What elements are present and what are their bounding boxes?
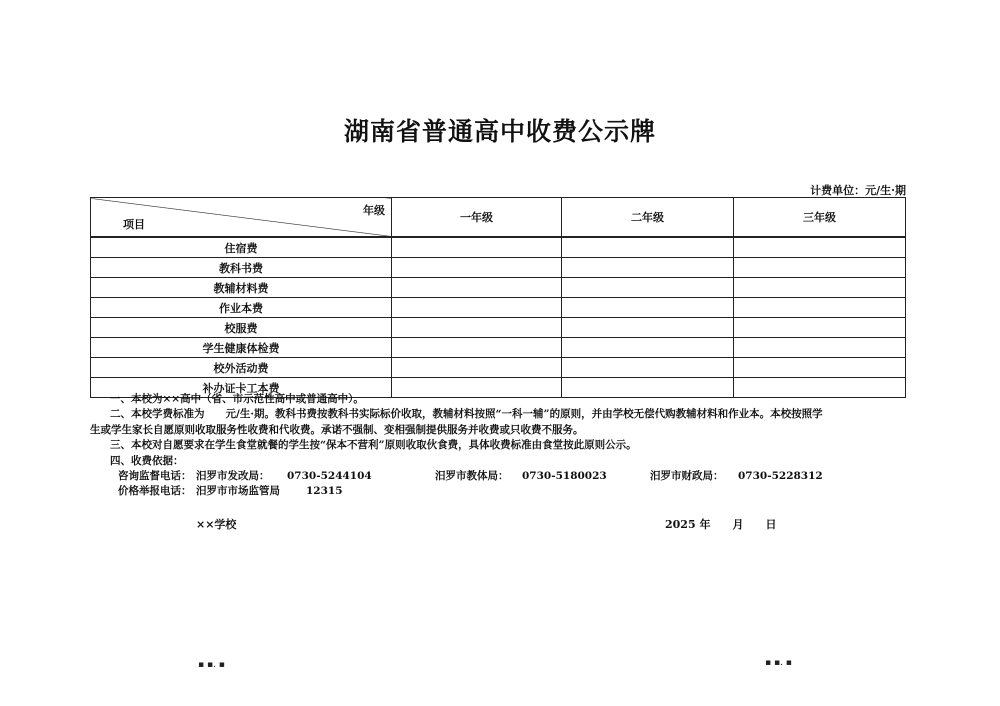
item-cell: 校服费: [91, 318, 392, 338]
item-cell: 学生健康体检费: [91, 338, 392, 358]
scan-speck: ▪ ▪. ▪: [765, 658, 792, 668]
value-cell: [392, 318, 562, 338]
item-cell: 校外活动费: [91, 358, 392, 378]
grade-header: 一年级: [392, 198, 562, 238]
value-cell: [392, 258, 562, 278]
value-cell: [562, 358, 734, 378]
scan-speck: ▪ ▪. ▪: [198, 660, 225, 670]
value-cell: [562, 298, 734, 318]
value-cell: [392, 358, 562, 378]
value-cell: [562, 338, 734, 358]
table-row: [91, 318, 906, 338]
contact-org: 汨罗市发改局：: [196, 470, 270, 483]
contact-phone: 0730-5228312: [738, 470, 823, 483]
contact-label: 咨询监督电话：: [118, 470, 192, 483]
page-title: 湖南省普通高中收费公示牌: [343, 117, 656, 146]
value-cell: [734, 258, 906, 278]
table-row: [91, 278, 906, 298]
value-cell: [734, 358, 906, 378]
notes-section: [90, 392, 912, 500]
contact-org: 汨罗市财政局：: [650, 470, 724, 483]
table-row: [91, 258, 906, 278]
price-report-line: [90, 484, 912, 499]
value-cell: [562, 278, 734, 298]
value-cell: [392, 278, 562, 298]
contact-phone: 0730-5180023: [522, 470, 607, 483]
date-line: 2025 年 月 日: [665, 518, 777, 531]
contact-org: 汨罗市教体局：: [435, 470, 509, 483]
price-phone: 12315: [306, 485, 343, 498]
table-row: [91, 358, 906, 378]
item-cell: 住宿费: [91, 237, 392, 258]
value-cell: [562, 318, 734, 338]
table-row: [91, 298, 906, 318]
value-cell: [734, 278, 906, 298]
table-row: [91, 237, 906, 258]
value-cell: [734, 298, 906, 318]
note-3: 三、本校对自愿要求在学生食堂就餐的学生按“保本不营利”原则收取伙食费，具体收费标准由食堂按此原则公示。: [110, 439, 637, 452]
contact-line: [90, 469, 912, 484]
note-4: 四、收费依据：: [110, 454, 184, 467]
school-signature: ××学校: [196, 518, 237, 531]
price-label: 价格举报电话：: [118, 485, 192, 498]
corner-cell: [91, 198, 392, 238]
item-cell: 作业本费: [91, 298, 392, 318]
note-2-line-1: 二、本校学费标准为 元/生·期。教科书费按教科书实际标价收取，教辅材料按照“一科一辅”的原则，并由学校无偿代购教辅材料和作业本。本校按照学: [110, 408, 823, 421]
note-1: 一、本校为××高中（省、市示范性高中或普通高中）。: [110, 393, 364, 405]
price-org: 汨罗市市场监管局: [196, 485, 280, 498]
corner-grade-label: 年级: [363, 204, 385, 217]
value-cell: [734, 318, 906, 338]
unit-label: 计费单位：元/生·期: [810, 184, 906, 197]
corner-item-label: 项目: [123, 218, 145, 231]
value-cell: [392, 298, 562, 318]
item-cell: 补办证卡工本费: [91, 378, 392, 398]
note-2-line-2: 生或学生家长自愿原则收取服务性收费和代收费。承诺不强制、变相强制提供服务并收费或只收费不服务。: [90, 423, 584, 436]
value-cell: [562, 237, 734, 258]
table-header-row: [91, 198, 906, 238]
grade-header: 三年级: [734, 198, 906, 238]
value-cell: [392, 237, 562, 258]
value-cell: [562, 258, 734, 278]
value-cell: [392, 338, 562, 358]
contact-phone: 0730-5244104: [287, 470, 372, 483]
item-cell: 教科书费: [91, 258, 392, 278]
value-cell: [734, 237, 906, 258]
item-cell: 教辅材料费: [91, 278, 392, 298]
table-row: [91, 338, 906, 358]
value-cell: [734, 338, 906, 358]
grade-header: 二年级: [562, 198, 734, 238]
fee-table: [90, 197, 906, 398]
